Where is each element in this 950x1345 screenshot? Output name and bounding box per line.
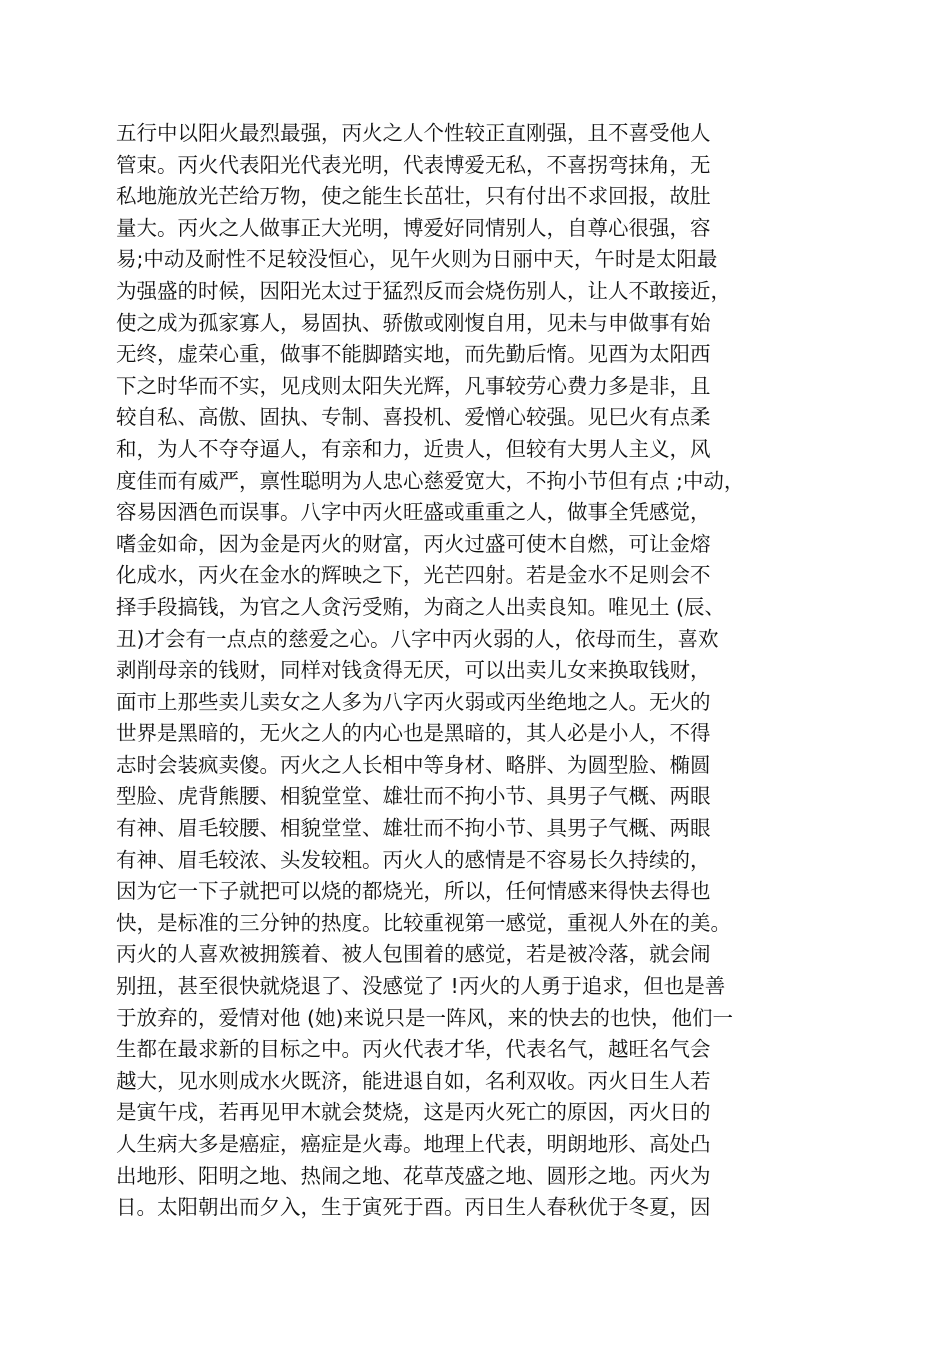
text-line-33: 人生病大多是癌症，癌症是火毒。地理上代表，明朗地形、高处凸: [116, 1132, 711, 1156]
text-line-31: 越大，见水则成水火既济，能进退自如，名利双收。丙火日生人若: [116, 1068, 711, 1093]
text-line-7: 使之成为孤家寡人，易固执、骄傲或刚愎自用，见未与申做事有始: [116, 310, 711, 335]
text-line-29: 于放弃的，爱情对他 (她)来说只是一阵风，来的快去的也快，他们一: [116, 1005, 734, 1030]
text-line-17: 丑)才会有一点点的慈爱之心。八字中丙火弱的人，依母而生，喜欢: [116, 626, 719, 651]
text-line-8: 无终，虚荣心重，做事不能脚踏实地，而先勤后惰。见酉为太阳西: [116, 342, 711, 367]
text-line-9: 下之时华而不实，见戌则太阳失光辉，凡事较劳心费力多是非，且: [116, 373, 711, 398]
body-text: [116, 118, 896, 1224]
text-line-3: 私地施放光芒给万物，使之能生长茁壮，只有付出不求回报，故肚: [116, 184, 711, 209]
text-line-10: 较自私、高傲、固执、专制、喜投机、爱憎心较强。见巳火有点柔: [116, 405, 711, 430]
text-line-21: 志时会装疯卖傻。丙火之人长相中等身材、略胖、为圆型脸、椭圆: [116, 752, 711, 777]
text-line-32: 是寅午戌，若再见甲木就会焚烧，这是丙火死亡的原因，丙火日的: [116, 1100, 711, 1125]
text-line-4: 量大。丙火之人做事正大光明，博爱好同情别人，自尊心很强，容: [116, 215, 711, 240]
text-line-22: 型脸、虎背熊腰、相貌堂堂、雄壮而不拘小节、具男子气概、两眼: [116, 784, 711, 809]
text-line-30: 生都在最求新的目标之中。丙火代表才华，代表名气，越旺名气会: [116, 1037, 711, 1062]
text-line-16: 择手段搞钱，为官之人贪污受贿，为商之人出卖良知。唯见土 (辰、: [116, 594, 726, 619]
text-line-27: 丙火的人喜欢被拥簇着、被人包围着的感觉，若是被冷落，就会闹: [116, 942, 711, 967]
text-line-15: 化成水，丙火在金水的辉映之下，光芒四射。若是金水不足则会不: [116, 563, 711, 588]
text-line-26: 快，是标准的三分钟的热度。比较重视第一感觉，重视人外在的美。: [116, 910, 731, 935]
text-line-5: 易;中动及耐性不足较没恒心，见午火则为日丽中天，午时是太阳最: [116, 247, 718, 272]
text-line-23: 有神、眉毛较腰、相貌堂堂、雄壮而不拘小节、具男子气概、两眼: [116, 816, 711, 841]
text-line-14: 嗜金如命，因为金是丙火的财富，丙火过盛可使木自燃，可让金熔: [116, 531, 711, 556]
text-line-1: 五行中以阳火最烈最强，丙火之人个性较正直刚强，且不喜受他人: [116, 121, 711, 145]
text-line-20: 世界是黑暗的，无火之人的内心也是黑暗的，其人必是小人，不得: [116, 721, 711, 746]
text-line-13: 容易因酒色而误事。八字中丙火旺盛或重重之人，做事全凭感觉，: [116, 500, 711, 525]
text-line-35: 日。太阳朝出而夕入，生于寅死于酉。丙日生人春秋优于冬夏，因: [116, 1195, 711, 1220]
text-line-6: 为强盛的时候，因阳光太过于猛烈反而会烧伤别人，让人不敢接近，: [116, 278, 731, 303]
text-line-28: 别扭，甚至很快就烧退了、没感觉了 !丙火的人勇于追求，但也是善: [116, 974, 726, 999]
text-line-18: 剥削母亲的钱财，同样对钱贪得无厌，可以出卖儿女来换取钱财，: [116, 658, 711, 683]
text-line-19: 面市上那些卖儿卖女之人多为八字丙火弱或丙坐绝地之人。无火的: [116, 689, 711, 714]
text-line-34: 出地形、阳明之地、热闹之地、花草茂盛之地、圆形之地。丙火为: [116, 1163, 711, 1188]
text-line-12: 度佳而有威严，禀性聪明为人忠心慈爱宽大，不拘小节但有点 ;中动，: [116, 468, 745, 493]
text-line-25: 因为它一下子就把可以烧的都烧光，所以，任何情感来得快去得也: [116, 879, 711, 904]
text-line-24: 有神、眉毛较浓、头发较粗。丙火人的感情是不容易长久持续的，: [116, 847, 711, 872]
text-line-2: 管束。丙火代表阳光代表光明，代表博爱无私，不喜拐弯抹角，无: [116, 152, 711, 177]
text-line-11: 和，为人不夺夺逼人，有亲和力，近贵人，但较有大男人主义，风: [116, 436, 711, 461]
